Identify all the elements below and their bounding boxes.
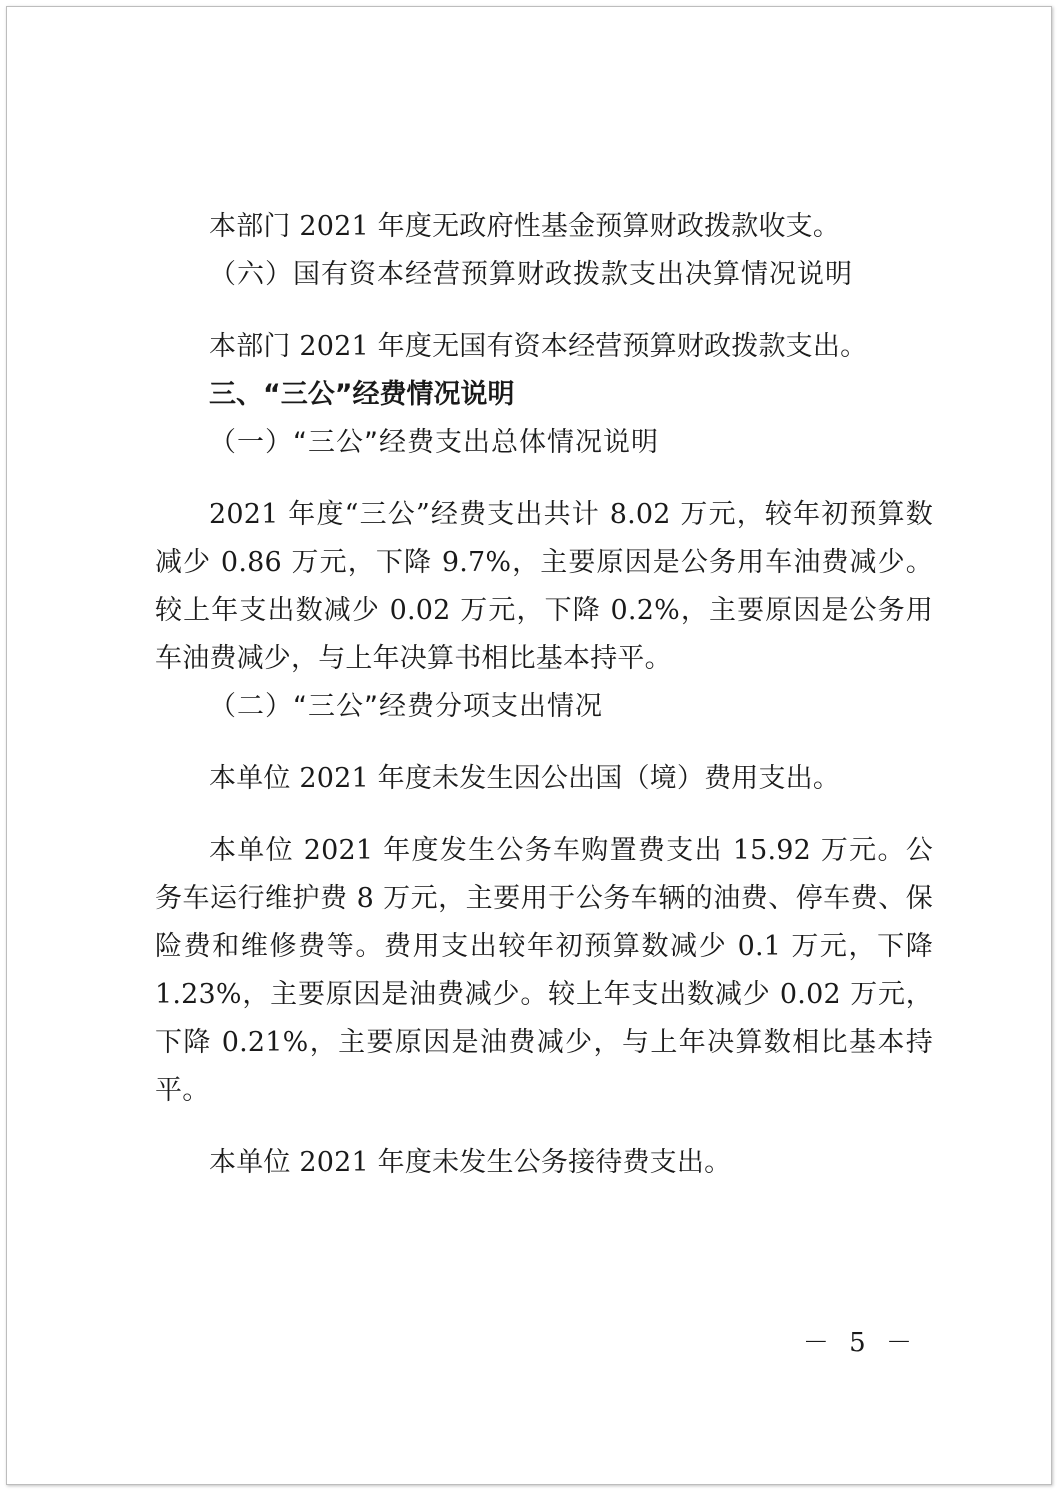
subheading-itemized: （二）“三公”经费分项支出情况 [209,691,603,722]
document-body [155,203,933,1187]
section-heading-three-public: 三、“三公”经费情况说明 [209,379,515,410]
paragraph-state-capital-none: 本部门 2021 年度无国有资本经营预算财政拨款支出。 [209,331,868,362]
paragraph-govfund-none: 本部门 2021 年度无政府性基金预算财政拨款收支。 [209,211,841,242]
subheading-overall: （一）“三公”经费支出总体情况说明 [209,427,659,458]
paragraph-overall-expense: 2021 年度“三公”经费支出共计 8.02 万元，较年初预算数减少 0.86 万元，下降 9.7%，主要原因是公务用车油费减少。 较上年支出数减少 0.02 万元，下降 0.2%，主要原因是公务用车油费减少，与上年决算书相比基本持平。 [155,499,933,674]
paragraph-vehicle-expense: 本单位 2021 年度发生公务车购置费支出 15.92 万元。公务车运行维护费 8 万元，主要用于公务车辆的油费、停车费、保险费和维修费等。费用支出较年初预算数减少 0.1 万元，下降 1.23%，主要原因是油费减少。较上年支出数减少 0.02 万元，下降 0.21%，主要原因是油费减少，与上年决算数相比基本持平。 [155,835,933,1106]
paragraph-overseas-none: 本单位 2021 年度未发生因公出国（境）费用支出。 [209,763,841,794]
document-page [6,6,1052,1485]
paragraph-reception-none: 本单位 2021 年度未发生公务接待费支出。 [209,1147,732,1178]
page-number: － 5 － [802,1328,918,1358]
subheading-state-capital: （六）国有资本经营预算财政拨款支出决算情况说明 [209,259,853,290]
